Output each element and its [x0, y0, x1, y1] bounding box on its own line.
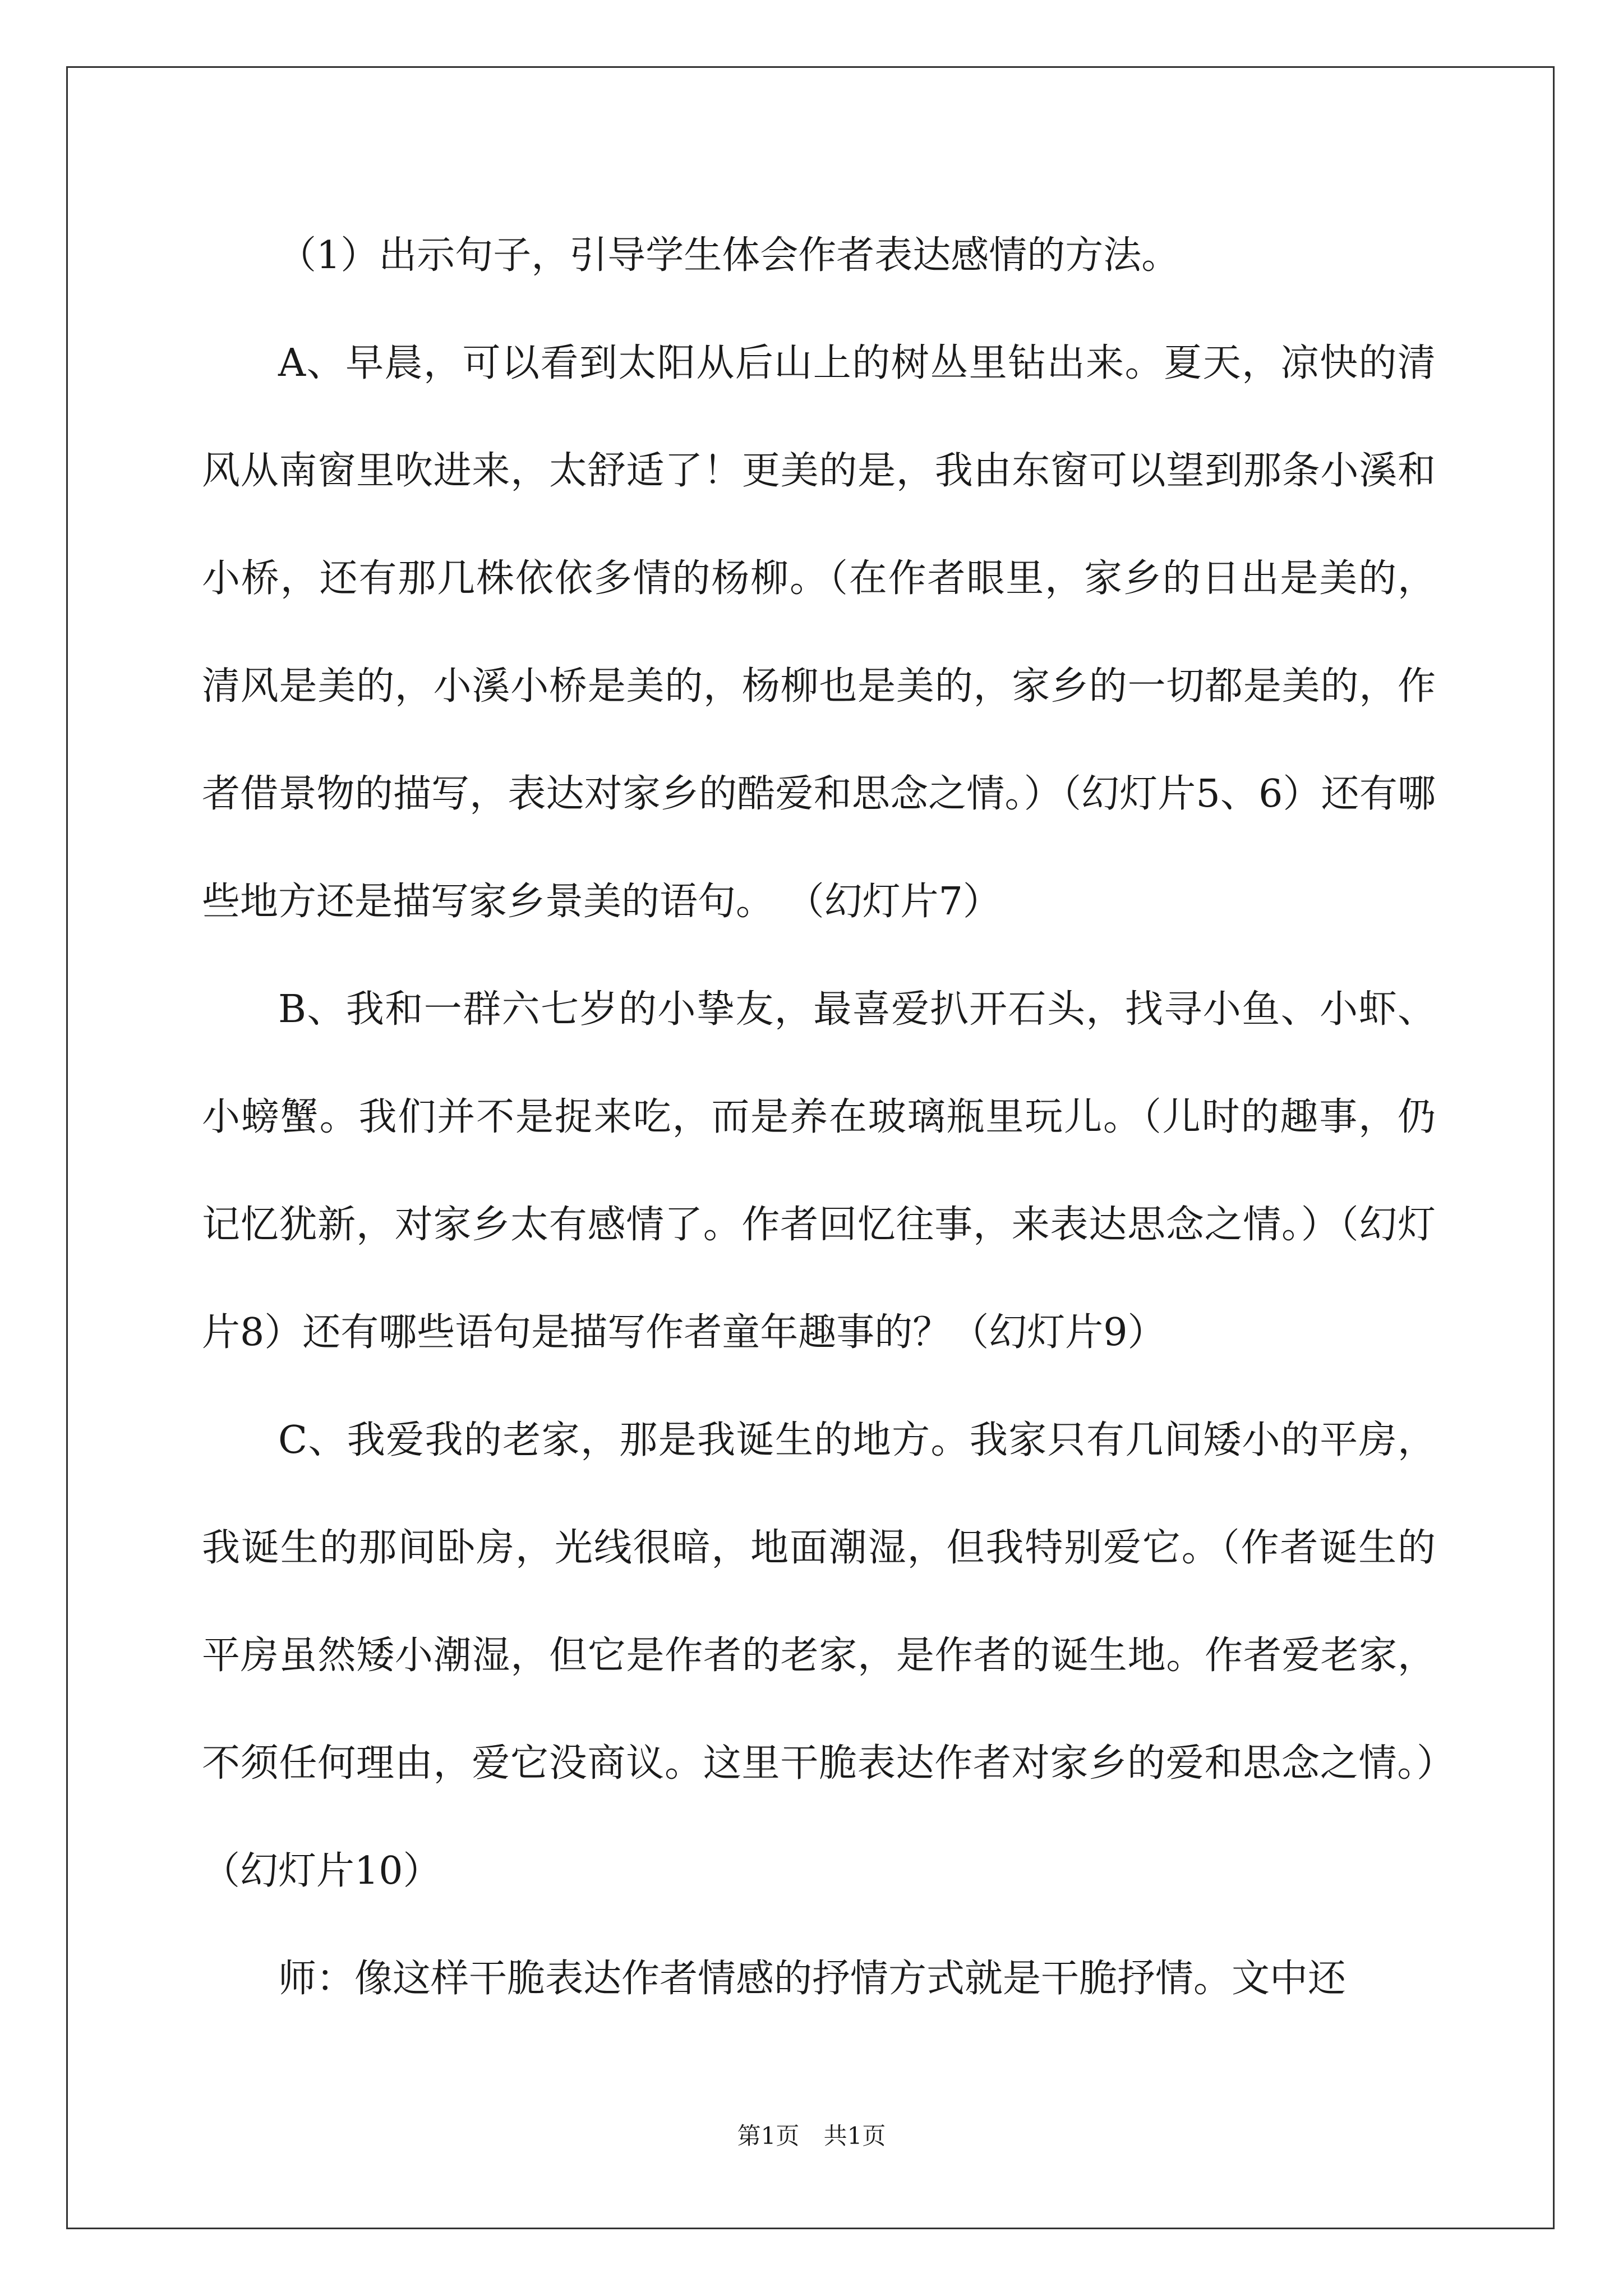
paragraph-1: （1）出示句子，引导学生体会作者表达感情的方法。: [278, 233, 1180, 278]
paragraph-5: 师：像这样干脆表达作者情感的抒情方式就是干脆抒情。文中还: [278, 1957, 1347, 2001]
paragraph-2: A、早晨，可以看到太阳从后山上的树丛里钻出来。夏天，凉快的清风从南窗里吹进来，太舒适了！更美的是，我由东窗可以望到那条小溪和小桥，还有那几株依依多情的杨柳。（在作者眼里，家乡的日出是美的，清风是美的，小溪小桥是美的，杨柳也是美的，家乡的一切都是美的，作者借景物的描写，表达对家乡的酷爱和思念之情。）（幻灯片5、6）还有哪些地方还是描写家乡景美的语句。 （幻灯片7）: [202, 341, 1436, 924]
paragraph-3: B、我和一群六七岁的小挚友，最喜爱扒开石头，找寻小鱼、小虾、小螃蟹。我们并不是捉来吃，而是养在玻璃瓶里玩儿。（儿时的趣事，仍记忆犹新，对家乡太有感情了。作者回忆往事，来表达思念之情。）（幻灯片8）还有哪些语句是描写作者童年趣事的？（幻灯片9）: [202, 987, 1436, 1355]
paragraph-4: C、我爱我的老家，那是我诞生的地方。我家只有几间矮小的平房，我诞生的那间卧房，光线很暗，地面潮湿，但我特别爱它。（作者诞生的平房虽然矮小潮湿，但它是作者的老家，是作者的诞生地。作者爱老家，不须任何理由，爱它没商议。这里干脆表达作者对家乡的爱和思念之情。）（幻灯片10）: [202, 1418, 1436, 1893]
document-body: [202, 202, 1436, 2033]
page-footer: 第1页 共1页: [737, 2122, 886, 2150]
